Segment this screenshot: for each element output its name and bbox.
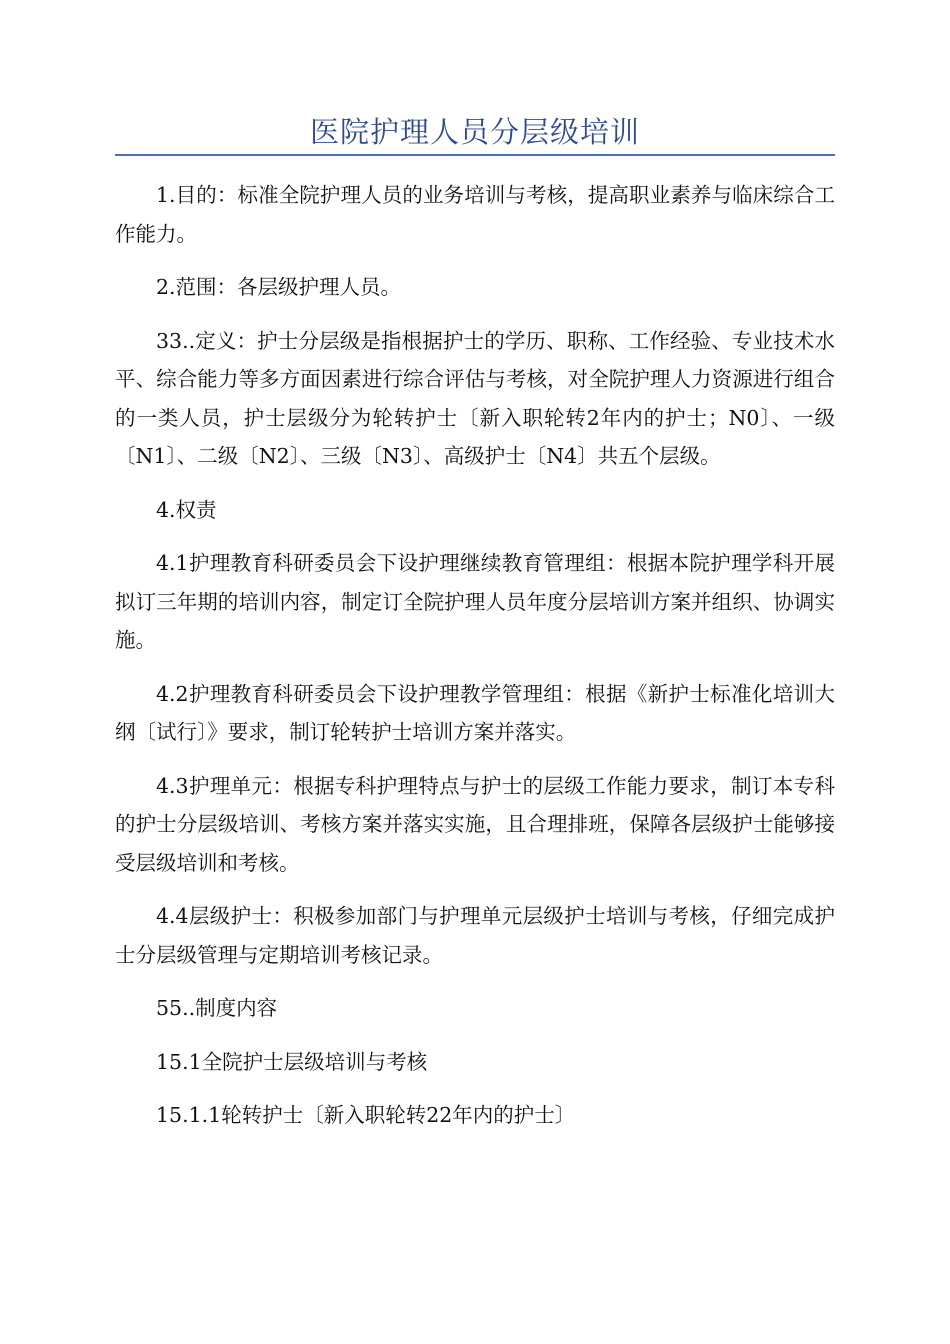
paragraph-definition: 33..定义：护士分层级是指根据护士的学历、职称、工作经验、专业技术水平、综合能力等多方面因素进行综合评估与考核，对全院护理人力资源进行组合的一类人员，护士层级分为轮转护士〔新入职轮转2年内的护士；N0〕、一级〔N1〕、二级〔N2〕、三级〔N3〕、高级护士〔N4〕共五个层级。 — [115, 328, 835, 468]
paragraph-15-1-1: 15.1.1轮转护士〔新入职轮转22年内的护士〕 — [156, 1103, 576, 1127]
paragraph-4-3: 4.3护理单元：根据专科护理特点与护士的层级工作能力要求，制订本专科的护士分层级培训、考核方案并落实实施，且合理排班，保障各层级护士能够接受层级培训和考核。 — [115, 773, 835, 875]
title-underline — [115, 154, 835, 156]
document-body — [115, 176, 835, 1150]
paragraph-15-1: 15.1全院护士层级培训与考核 — [156, 1049, 428, 1074]
paragraph-4-2: 4.2护理教育科研委员会下设护理教学管理组：根据《新护士标准化培训大纲〔试行〕》要求，制订轮转护士培训方案并落实。 — [115, 681, 835, 744]
paragraph-purpose: 1.目的：标准全院护理人员的业务培训与考核，提高职业素养与临床综合工作能力。 — [115, 183, 835, 246]
paragraph-4-1: 4.1护理教育科研委员会下设护理继续教育管理组：根据本院护理学科开展拟订三年期的培训内容，制定订全院护理人员年度分层培训方案并组织、协调实施。 — [115, 551, 835, 652]
paragraph-4-4: 4.4层级护士：积极参加部门与护理单元层级护士培训与考核，仔细完成护士分层级管理与定期培训考核记录。 — [115, 904, 835, 967]
paragraph-scope: 2.范围：各层级护理人员。 — [156, 275, 402, 299]
paragraph-responsibilities-heading: 4.权责 — [156, 497, 217, 522]
paragraph-system-content-heading: 55..制度内容 — [156, 996, 278, 1020]
document-title: 医院护理人员分层级培训 — [309, 115, 640, 149]
